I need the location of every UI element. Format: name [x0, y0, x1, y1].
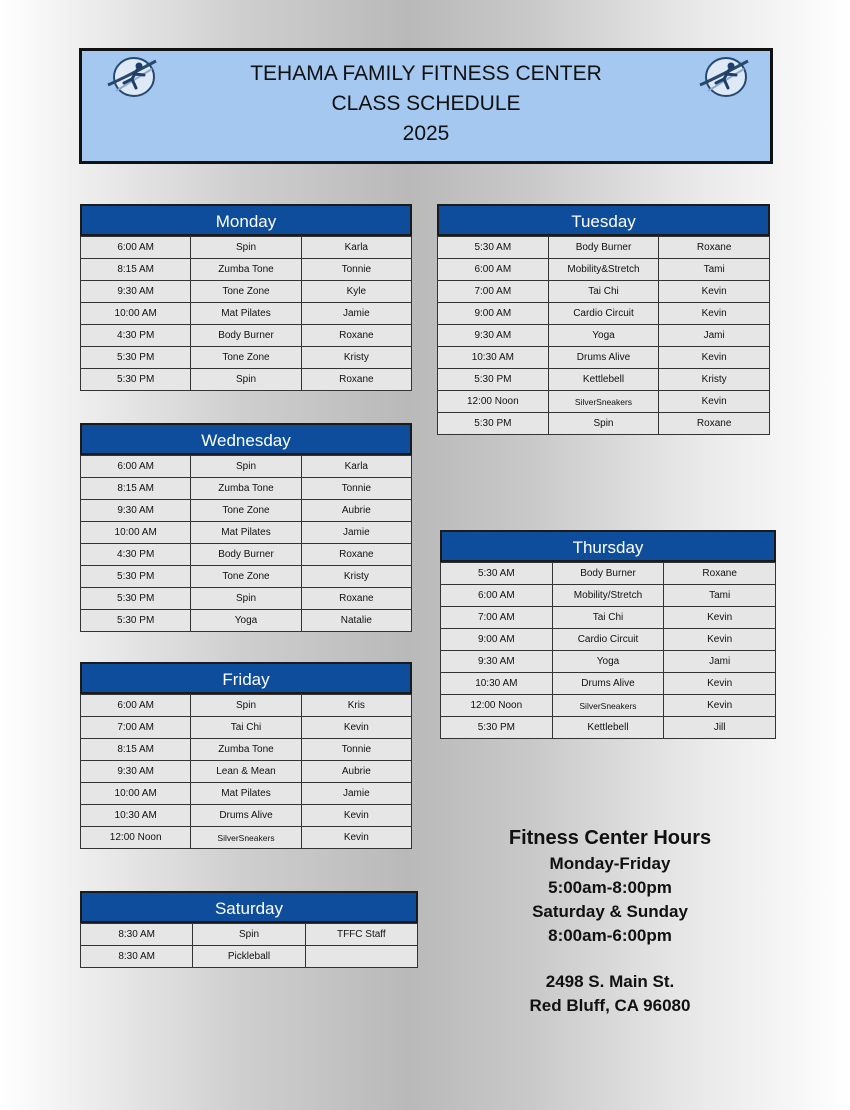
class-name: Spin — [191, 695, 301, 717]
class-instructor: Kevin — [664, 695, 776, 717]
class-instructor: Jami — [664, 651, 776, 673]
class-row — [438, 281, 770, 303]
class-row — [441, 563, 776, 585]
class-time: 9:30 AM — [441, 651, 553, 673]
class-row — [438, 325, 770, 347]
class-row — [81, 827, 412, 849]
class-instructor: Tonnie — [301, 259, 411, 281]
class-row — [81, 805, 412, 827]
class-time: 10:30 AM — [438, 347, 549, 369]
class-time: 6:00 AM — [441, 585, 553, 607]
class-instructor: Roxane — [659, 237, 770, 259]
class-time: 5:30 PM — [81, 566, 191, 588]
class-name: Body Burner — [191, 325, 301, 347]
class-time: 9:30 AM — [81, 281, 191, 303]
class-instructor: Kevin — [301, 827, 411, 849]
class-row — [81, 478, 412, 500]
class-row — [81, 544, 412, 566]
class-instructor: Roxane — [301, 369, 411, 391]
class-time: 5:30 PM — [438, 369, 549, 391]
class-name: Tai Chi — [552, 607, 664, 629]
class-table — [80, 236, 412, 391]
class-time: 10:00 AM — [81, 522, 191, 544]
class-name: Lean & Mean — [191, 761, 301, 783]
class-name: Tai Chi — [548, 281, 659, 303]
class-name: Spin — [191, 588, 301, 610]
class-time: 4:30 PM — [81, 325, 191, 347]
class-name: Yoga — [552, 651, 664, 673]
class-time: 4:30 PM — [81, 544, 191, 566]
class-time: 12:00 Noon — [438, 391, 549, 413]
class-row — [441, 629, 776, 651]
day-title: Friday — [80, 662, 412, 694]
class-name: Drums Alive — [548, 347, 659, 369]
class-name: Zumba Tone — [191, 259, 301, 281]
class-instructor: Kevin — [664, 673, 776, 695]
class-row — [81, 325, 412, 347]
class-row — [81, 456, 412, 478]
class-time: 7:00 AM — [441, 607, 553, 629]
class-instructor: Natalie — [301, 610, 411, 632]
day-title: Saturday — [80, 891, 418, 923]
class-row — [81, 281, 412, 303]
class-name: Kettlebell — [548, 369, 659, 391]
class-name: Mat Pilates — [191, 783, 301, 805]
schedule-year: 2025 — [402, 122, 450, 145]
class-time: 9:30 AM — [438, 325, 549, 347]
class-time: 10:00 AM — [81, 303, 191, 325]
day-schedule — [440, 530, 776, 739]
class-row — [81, 566, 412, 588]
class-instructor: Aubrie — [301, 500, 411, 522]
day-schedule — [437, 204, 770, 435]
class-time: 5:30 PM — [81, 347, 191, 369]
class-name: Tai Chi — [191, 717, 301, 739]
class-time: 7:00 AM — [81, 717, 191, 739]
class-instructor: TFFC Staff — [305, 924, 417, 946]
day-title: Thursday — [440, 530, 776, 562]
class-instructor: Kristy — [301, 347, 411, 369]
weekday-label: Monday-Friday — [549, 854, 671, 873]
day-title: Monday — [80, 204, 412, 236]
class-row — [81, 739, 412, 761]
class-time: 10:30 AM — [81, 805, 191, 827]
class-instructor: Jamie — [301, 522, 411, 544]
day-schedule — [80, 204, 412, 391]
class-instructor: Kevin — [659, 281, 770, 303]
class-row — [441, 717, 776, 739]
class-instructor: Roxane — [301, 325, 411, 347]
class-name: Spin — [193, 924, 305, 946]
class-time: 5:30 PM — [81, 610, 191, 632]
class-name: Tone Zone — [191, 566, 301, 588]
runner-logo-icon — [106, 55, 158, 99]
day-schedule — [80, 891, 418, 968]
class-row — [81, 946, 418, 968]
class-row — [438, 347, 770, 369]
class-instructor: Roxane — [301, 544, 411, 566]
class-instructor: Tami — [664, 585, 776, 607]
class-row — [81, 761, 412, 783]
class-name: Pickleball — [193, 946, 305, 968]
class-time: 5:30 PM — [441, 717, 553, 739]
class-row — [441, 585, 776, 607]
class-name: Body Burner — [552, 563, 664, 585]
class-row — [81, 588, 412, 610]
weekday-hours: 5:00am-8:00pm — [548, 878, 672, 897]
class-time: 5:30 AM — [441, 563, 553, 585]
class-instructor: Roxane — [664, 563, 776, 585]
class-row — [81, 783, 412, 805]
class-time: 8:30 AM — [81, 946, 193, 968]
class-time: 5:30 PM — [81, 588, 191, 610]
class-name: Drums Alive — [552, 673, 664, 695]
day-title: Tuesday — [437, 204, 770, 236]
class-table — [80, 694, 412, 849]
class-name: Zumba Tone — [191, 739, 301, 761]
class-row — [441, 651, 776, 673]
class-instructor: Jami — [659, 325, 770, 347]
class-row — [81, 369, 412, 391]
weekend-hours: 8:00am-6:00pm — [548, 926, 672, 945]
schedule-title: CLASS SCHEDULE — [331, 92, 521, 115]
class-row — [81, 303, 412, 325]
class-row — [441, 607, 776, 629]
class-row — [438, 413, 770, 435]
class-row — [438, 237, 770, 259]
class-row — [81, 610, 412, 632]
class-name: Mobility&Stretch — [548, 259, 659, 281]
address-city: Red Bluff, CA 96080 — [529, 996, 691, 1015]
class-name: Mat Pilates — [191, 522, 301, 544]
class-row — [81, 237, 412, 259]
class-name: Tone Zone — [191, 500, 301, 522]
class-instructor: Tami — [659, 259, 770, 281]
class-instructor: Kevin — [664, 607, 776, 629]
class-name: Spin — [548, 413, 659, 435]
class-instructor: Kristy — [659, 369, 770, 391]
class-name: Zumba Tone — [191, 478, 301, 500]
class-time: 9:00 AM — [441, 629, 553, 651]
class-instructor: Kyle — [301, 281, 411, 303]
class-time: 5:30 PM — [81, 369, 191, 391]
class-instructor: Jamie — [301, 303, 411, 325]
class-time: 9:00 AM — [438, 303, 549, 325]
class-row — [81, 347, 412, 369]
weekend-label: Saturday & Sunday — [532, 902, 688, 921]
class-time: 12:00 Noon — [81, 827, 191, 849]
class-name: Body Burner — [548, 237, 659, 259]
class-row — [81, 259, 412, 281]
class-table — [80, 923, 418, 968]
address-street: 2498 S. Main St. — [545, 972, 675, 991]
class-time: 10:00 AM — [81, 783, 191, 805]
class-name: Spin — [191, 369, 301, 391]
class-time: 6:00 AM — [81, 695, 191, 717]
class-instructor: Kris — [301, 695, 411, 717]
class-name: Yoga — [548, 325, 659, 347]
class-name: Spin — [191, 237, 301, 259]
class-instructor: Kevin — [659, 347, 770, 369]
class-name: SilverSneakers — [548, 391, 659, 413]
class-name: Body Burner — [191, 544, 301, 566]
class-time: 10:30 AM — [441, 673, 553, 695]
class-instructor: Karla — [301, 456, 411, 478]
class-time: 7:00 AM — [438, 281, 549, 303]
class-name: Yoga — [191, 610, 301, 632]
class-time: 8:30 AM — [81, 924, 193, 946]
class-name: SilverSneakers — [552, 695, 664, 717]
class-time: 5:30 AM — [438, 237, 549, 259]
class-instructor: Tonnie — [301, 739, 411, 761]
class-table — [437, 236, 770, 435]
class-instructor: Kevin — [301, 805, 411, 827]
class-name: Tone Zone — [191, 281, 301, 303]
class-name: Kettlebell — [552, 717, 664, 739]
day-schedule — [80, 662, 412, 849]
class-name: Spin — [191, 456, 301, 478]
class-row — [438, 303, 770, 325]
center-name: TEHAMA FAMILY FITNESS CENTER — [250, 62, 602, 85]
runner-logo-icon — [698, 55, 750, 99]
class-time: 6:00 AM — [438, 259, 549, 281]
class-row — [81, 522, 412, 544]
class-instructor: Tonnie — [301, 478, 411, 500]
class-row — [438, 259, 770, 281]
class-instructor: Roxane — [301, 588, 411, 610]
class-instructor: Kevin — [664, 629, 776, 651]
class-time: 6:00 AM — [81, 456, 191, 478]
class-instructor: Jill — [664, 717, 776, 739]
class-instructor: Jamie — [301, 783, 411, 805]
class-time: 9:30 AM — [81, 500, 191, 522]
class-instructor: Karla — [301, 237, 411, 259]
class-row — [81, 717, 412, 739]
class-name: Cardio Circuit — [552, 629, 664, 651]
class-row — [81, 924, 418, 946]
class-name: Mobility/Stretch — [552, 585, 664, 607]
class-table — [440, 562, 776, 739]
class-table — [80, 455, 412, 632]
class-instructor: Kevin — [659, 391, 770, 413]
class-time: 9:30 AM — [81, 761, 191, 783]
class-row — [441, 695, 776, 717]
class-time: 12:00 Noon — [441, 695, 553, 717]
class-instructor: Kristy — [301, 566, 411, 588]
class-time: 6:00 AM — [81, 237, 191, 259]
class-row — [438, 391, 770, 413]
class-instructor: Aubrie — [301, 761, 411, 783]
class-name: Drums Alive — [191, 805, 301, 827]
class-time: 8:15 AM — [81, 739, 191, 761]
day-schedule — [80, 423, 412, 632]
class-name: Mat Pilates — [191, 303, 301, 325]
class-time: 8:15 AM — [81, 478, 191, 500]
class-name: Cardio Circuit — [548, 303, 659, 325]
hours-info — [490, 824, 730, 1018]
class-time: 5:30 PM — [438, 413, 549, 435]
class-row — [81, 500, 412, 522]
class-row — [81, 695, 412, 717]
class-row — [438, 369, 770, 391]
class-instructor: Kevin — [301, 717, 411, 739]
class-name: SilverSneakers — [191, 827, 301, 849]
class-instructor — [305, 946, 417, 968]
class-name: Tone Zone — [191, 347, 301, 369]
class-instructor: Roxane — [659, 413, 770, 435]
day-title: Wednesday — [80, 423, 412, 455]
class-instructor: Kevin — [659, 303, 770, 325]
hours-title: Fitness Center Hours — [508, 827, 712, 849]
class-row — [441, 673, 776, 695]
schedule-header — [79, 48, 773, 164]
class-time: 8:15 AM — [81, 259, 191, 281]
